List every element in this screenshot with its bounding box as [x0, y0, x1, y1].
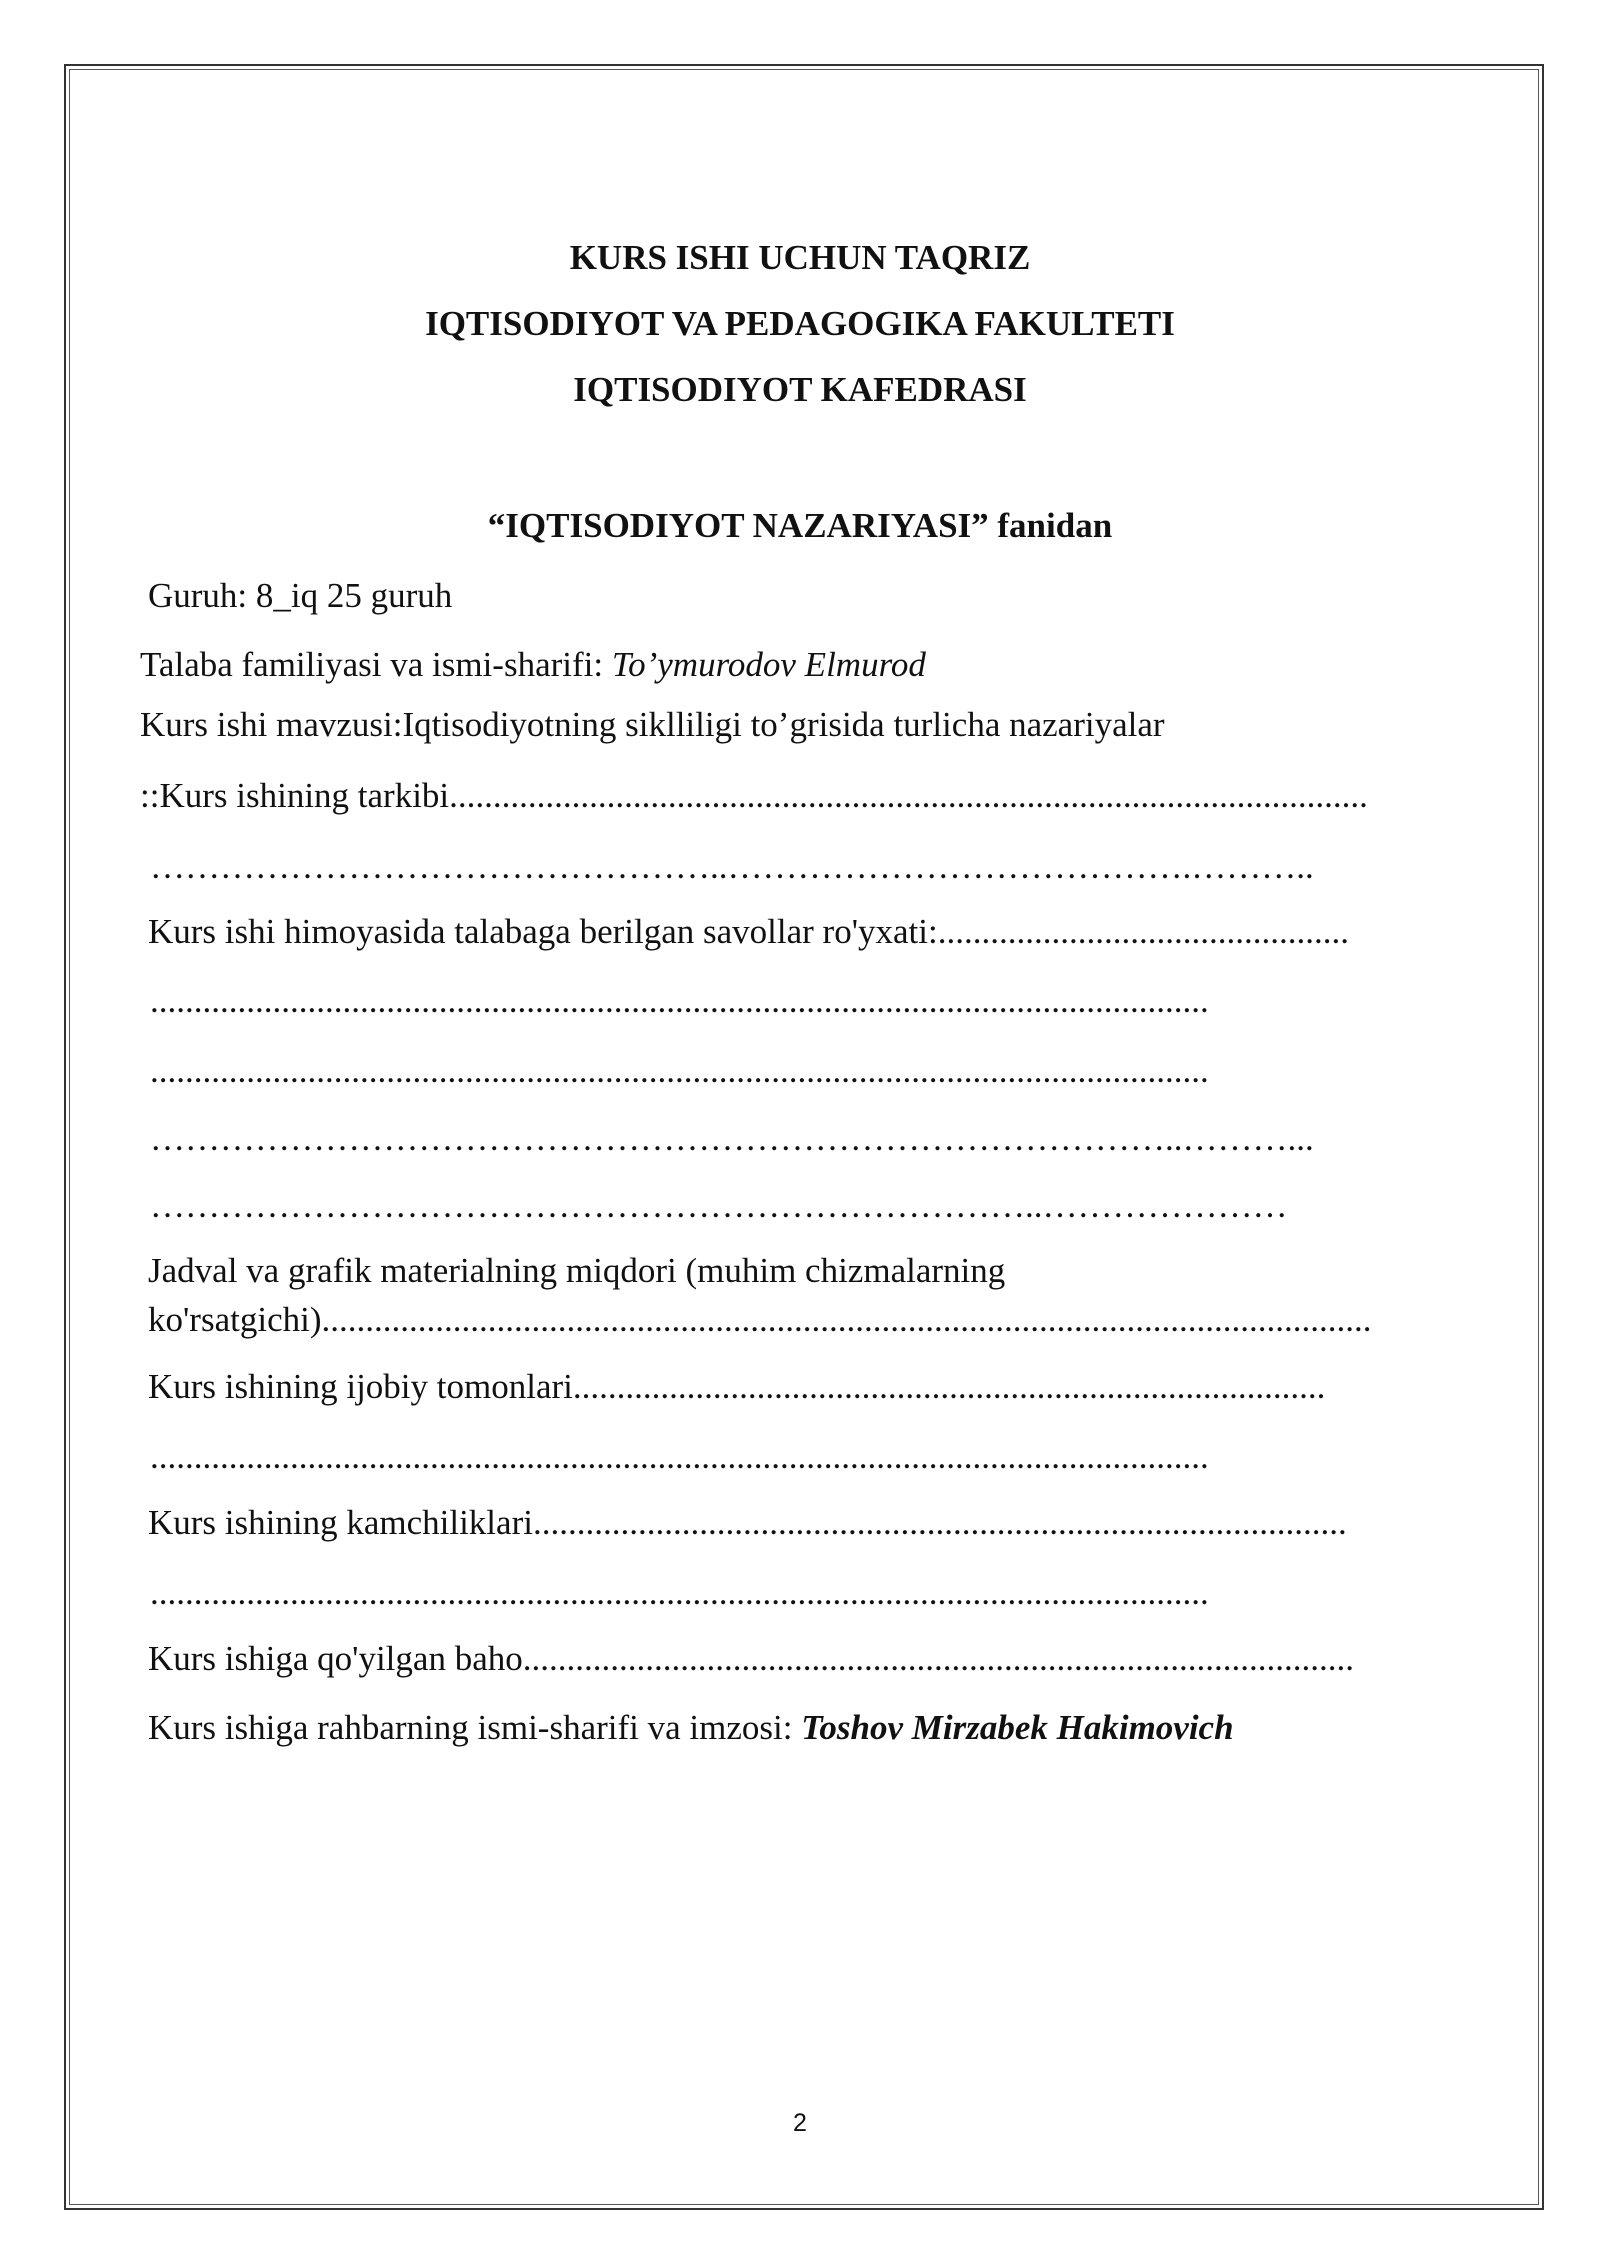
document-title: KURS ISHI UCHUN TAQRIZ	[569, 238, 1031, 277]
structure-continuation: …………………………………………..………………………………….………..	[150, 847, 1314, 886]
shortcomings-continuation: .........................................................................................................................	[150, 1573, 1209, 1612]
student-line	[140, 644, 926, 686]
tables-line-2: ko'rsatgichi)........................................................................................................................	[148, 1300, 1372, 1339]
student-name: To’ymurodov Elmurod	[611, 645, 926, 684]
questions-blank-2: .........................................................................................................................	[150, 1051, 1209, 1090]
supervisor-line	[148, 1707, 1234, 1749]
topic-line: Kurs ishi mavzusi:Iqtisodiyotning siklliligi to’grisida turlicha nazariyalar	[140, 705, 1165, 744]
structure-line: ::Kurs ishining tarkibi.........................................................................................................	[140, 776, 1368, 815]
department-name: IQTISODIYOT KAFEDRASI	[573, 370, 1027, 409]
shortcomings-line: Kurs ishining kamchiliklari.............................................................................................	[148, 1503, 1347, 1542]
supervisor-label: Kurs ishiga rahbarning ismi-sharifi va imzosi:	[148, 1708, 802, 1747]
questions-line: Kurs ishi himoyasida talabaga berilgan savollar ro'yxati:...............................................	[148, 912, 1349, 951]
group-line: Guruh: 8_iq 25 guruh	[148, 576, 453, 615]
student-label: Talaba familiyasi va ismi-sharifi:	[140, 645, 612, 684]
positives-line: Kurs ishining ijobiy tomonlari......................................................................................	[148, 1367, 1326, 1406]
page-number: 2	[793, 2109, 807, 2137]
faculty-name: IQTISODIYOT VA PEDAGOGIKA FAKULTETI	[425, 304, 1175, 343]
supervisor-name: Toshov Mirzabek Hakimovich	[801, 1708, 1234, 1747]
grade-line: Kurs ishiga qo'yilgan baho...............................................................................................	[148, 1639, 1354, 1678]
questions-blank-1: .........................................................................................................................	[150, 981, 1209, 1020]
questions-blank-3: ……………………………………………………………………………..………...	[150, 1119, 1314, 1158]
tables-line-1: Jadval va grafik materialning miqdori (muhim chizmalarning	[148, 1251, 1006, 1290]
subject-title: “IQTISODIYOT NAZARIYASI” fanidan	[487, 506, 1113, 545]
positives-continuation: .........................................................................................................................	[150, 1437, 1209, 1476]
questions-blank-4: …………………………………………………………………..…………………	[150, 1186, 1288, 1225]
